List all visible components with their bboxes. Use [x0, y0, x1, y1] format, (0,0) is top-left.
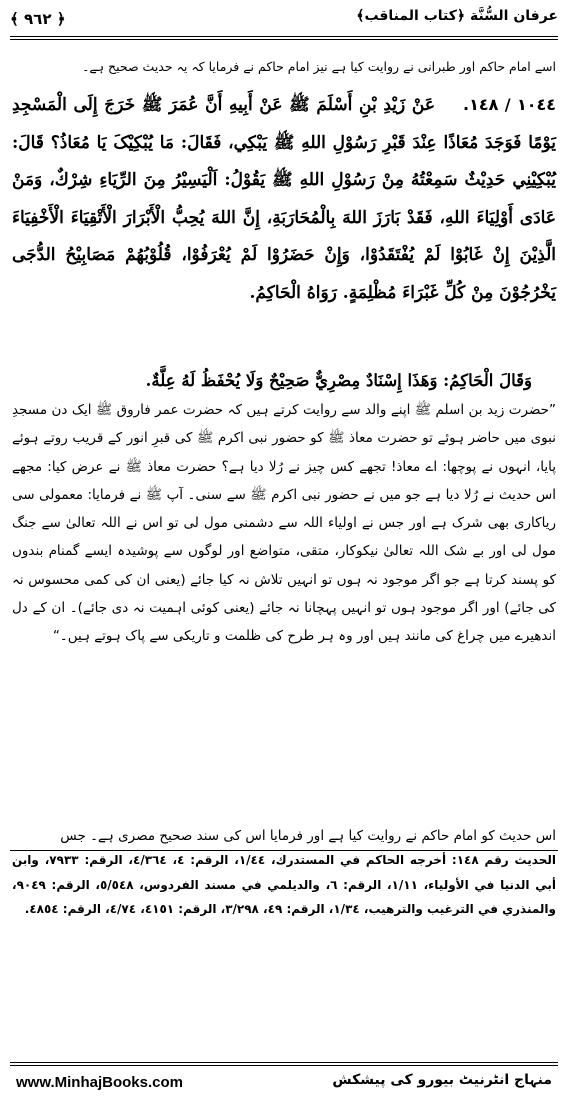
footnote-references: الحديث رقم ١٤٨: أخرجه الحاكم في المستدرك، ١/٤٤، الرقم: ٤، ٤/٣٦٤، الرقم: ٧٩٣٣، وابن أبي الدنيا في الأولياء، ١/١١، الرقم: ٦، والديلمي في مسند الفردوس، ٥/٥٤٨، الرقم: ٩٠٤٩، والمنذري في الترغيب والترهيب، ١/٣٤، الرقم: ٤٩، ٣/٢٩٨، الرقم: ٤١٥١، ٤/٧٤، الرقم: ٤٨٥٤. [12, 853, 556, 916]
hadith-reference-number: ١٠٤٤ / ١٤٨. [463, 95, 557, 114]
intro-urdu: اسے امام حاکم اور طبرانی نے روایت کیا ہے نیز امام حاکم نے فرمایا کہ یہ حدیث صحیح ہے۔ [82, 59, 556, 74]
footer-divider [10, 1062, 558, 1066]
page-footer [10, 1072, 558, 1096]
hadith-arabic [12, 86, 556, 312]
page-number: ﴾ ٩٦٢ ﴿ [10, 10, 66, 28]
header-divider [10, 36, 558, 40]
book-title: عرفان السُّنَّة ﴿کتاب المناقب﴾ [356, 8, 558, 24]
page-header [10, 8, 558, 34]
website-link[interactable]: www.MinhajBooks.com [16, 1074, 183, 1091]
translation-urdu: ”حضرت زید بن اسلم ﷺ اپنے والد سے روایت کرتے ہیں کہ حضرت عمر فاروق ﷺ ایک دن مسجدِ نبوی میں حاضر ہوئے تو حضرت معاذ ﷺ کو حضور نبی اکرم ﷺ کی قبرِ انور کے قریب روتے ہوئے پایا، انہوں نے پوچھا: اے معاذ! تجھے کس چیز نے رُلا دیا ہے؟ حضرت معاذ ﷺ نے عرض کیا: مجھے اس حدیث نے رُلا دیا ہے جو میں نے حضور نبی اکرم ﷺ سے سنی۔ آپ ﷺ نے فرمایا: معمولی سی ریاکاری بھی شرک ہے اور جس نے اولیاء اللہ سے دشمنی مول لی تو اس نے اللہ تعالیٰ سے جنگ مول لی اور بے شک اللہ تعالیٰ نیکوکار، متقی، متواضع اور لوگوں سے پوشیدہ ایسے گمنام بندوں کو پسند کرتا ہے جو اگر موجود نہ ہوں تو انہیں تلاش نہ کیا جائے (یعنی ان کی کمی محسوس نہ کی جائے) اور اگر موجود ہوں تو انہیں پہچانا نہ جائے (یعنی کوئی اہمیت نہ دی جائے)۔ ان کے دل اندھیرے میں چراغ کی مانند ہیں اور وہ ہر طرح کی ظلمت و تاریکی سے پاک ہوتے ہیں۔“ [12, 402, 556, 645]
closing-urdu: اس حدیث کو امام حاکم نے روایت کیا ہے اور فرمایا اس کی سند صحیح مصری ہے۔ جس [60, 828, 556, 844]
footer-credit: منہاج انٹرنیٹ بیورو کی پیشکش [332, 1072, 552, 1088]
hadith-arabic-text: عَنْ زَيْدِ بْنِ أَسْلَمَ ﷺ عَنْ أَبِيهِ أَنَّ عُمَرَ ﷺ خَرَجَ إِلَى الْمَسْجِدِ يَوْمًا فَوَجَدَ مُعَاذًا عِنْدَ قَبْرِ رَسُوْلِ اللهِ ﷺ يَبْكِي، فَقَالَ: مَا يُبْكِيْکَ يَا مُعَاذُ؟ قَالَ: يُبْكِيْنِي حَدِيْثٌ سَمِعْتُهُ مِنْ رَسُوْلِ اللهِ ﷺ يَقُوْلُ: اَلْيَسِيْرُ مِنَ الرِّيَاءِ شِرْكٌ، وَمَنْ عَادَى أَوْلِيَاءَ اللهِ، فَقَدْ بَارَزَ اللهَ بِالْمُحَارَبَةِ، إِنَّ اللهَ يُحِبُّ الْأَبْرَارَ الْأَتْقِيَاءَ الْأَخْفِيَاءَ الَّذِيْنَ إِنْ غَابُوْا لَمْ يُفْتَقَدُوْا، وَإِنْ حَضَرُوْا لَمْ يُعْرَفُوْا، قُلُوْبُهُمْ مَصَابِيْحُ الدُّجَى يَخْرُجُوْنَ مِنْ كُلِّ غَبْرَاءَ مُظْلِمَةٍ. رَوَاهُ الْحَاكِمُ. [12, 95, 556, 303]
hakim-statement: وَقَالَ الْحَاكِمُ: وَهَذَا إِسْنَادٌ مِصْرِيٌّ صَحِيْحٌ وَلَا يُحْفَظُ لَهُ عِلَّةٌ. [145, 371, 532, 390]
